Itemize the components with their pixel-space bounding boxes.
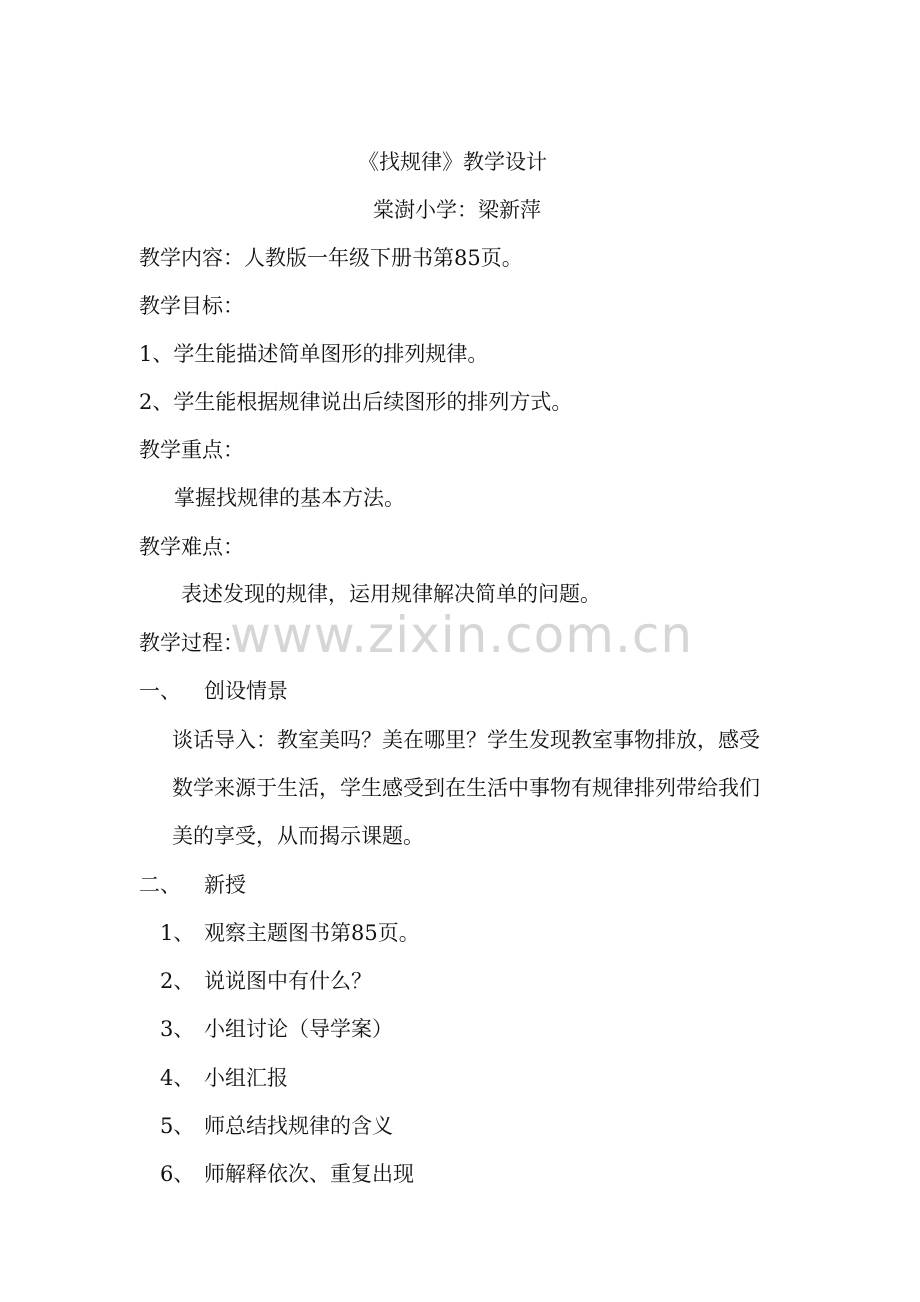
step-number: 2、 <box>160 969 195 993</box>
step-text: 师解释依次、重复出现 <box>204 1162 414 1186</box>
step-number: 3、 <box>160 1017 195 1041</box>
section-2-title: 新授 <box>204 873 246 897</box>
difficulty-text: 表述发现的规律，运用规律解决简单的问题。 <box>181 582 601 606</box>
section-1-body-line: 美的享受，从而揭示课题。 <box>172 824 424 848</box>
step-number: 5、 <box>160 1114 195 1138</box>
section-1-body-line: 谈话导入：教室美吗？美在哪里？学生发现教室事物排放，感受 <box>172 728 760 752</box>
goals-heading: 教学目标： <box>139 294 244 318</box>
teaching-content: 教学内容：人教版一年级下册书第85页。 <box>139 246 523 270</box>
section-1-title: 创设情景 <box>204 679 288 703</box>
step-number: 1、 <box>160 921 195 945</box>
key-points-text: 掌握找规律的基本方法。 <box>174 486 405 510</box>
watermark: www.zixin.com.cn <box>230 606 694 664</box>
step-number: 4、 <box>160 1066 195 1090</box>
step-number: 6、 <box>160 1162 195 1186</box>
goal-item-1: 1、学生能描述简单图形的排列规律。 <box>139 342 489 366</box>
step-text: 小组汇报 <box>204 1066 288 1090</box>
difficulty-heading: 教学难点： <box>139 535 244 559</box>
step-text: 观察主题图书第85页。 <box>204 921 420 945</box>
process-heading: 教学过程： <box>139 631 244 655</box>
key-points-heading: 教学重点： <box>139 438 244 462</box>
step-text: 小组讨论（导学案） <box>204 1017 393 1041</box>
step-text: 师总结找规律的含义 <box>204 1114 393 1138</box>
step-text: 说说图中有什么？ <box>204 969 372 993</box>
section-1-marker: 一、 <box>139 679 181 703</box>
goal-item-2: 2、学生能根据规律说出后续图形的排列方式。 <box>139 390 573 414</box>
section-1-body-line: 数学来源于生活，学生感受到在生活中事物有规律排列带给我们 <box>172 776 760 800</box>
document-author: 棠澍小学：梁新萍 <box>373 198 541 222</box>
section-2-marker: 二、 <box>139 873 181 897</box>
document-title: 《找规律》教学设计 <box>358 150 547 174</box>
